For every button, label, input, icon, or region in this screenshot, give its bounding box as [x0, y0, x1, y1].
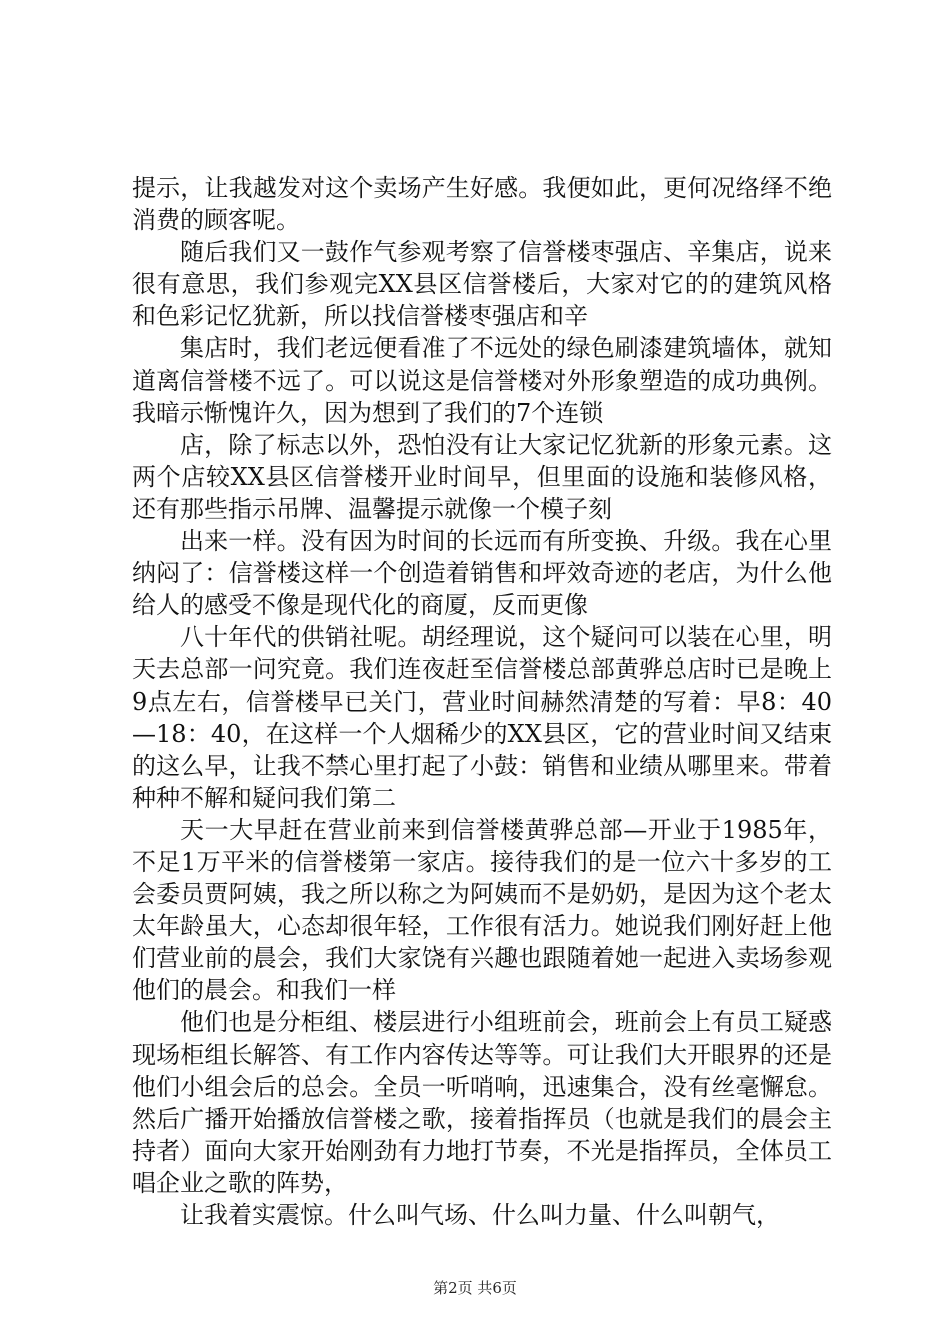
page-number-indicator: 第2页 共6页 — [433, 1279, 517, 1297]
paragraph-1: 提示，让我越发对这个卖场产生好感。我便如此，更何况络绎不绝消费的顾客呢。 — [132, 174, 832, 235]
paragraph-8: 他们也是分柜组、楼层进行小组班前会，班前会上有员工疑惑现场柜组长解答、有工作内容传达等等。可让我们大开眼界的还是他们小组会后的总会。全员一听哨响，迅速集合，没有丝毫懈怠。然后广播开始播放信誉楼之歌，接着指挥员（也就是我们的晨会主持者）面向大家开始刚劲有力地打节奏，不光是指挥员，全体员工唱企业之歌的阵势， — [132, 1008, 832, 1197]
document-body — [132, 172, 832, 1231]
paragraph-7: 天一大早赶在营业前来到信誉楼黄骅总部—开业于1985年，不足1万平米的信誉楼第一家店。接待我们的是一位六十多岁的工会委员贾阿姨，我之所以称之为阿姨而不是奶奶，是因为这个老太太年龄虽大，心态却很年轻，工作很有活力。她说我们刚好赶上他们营业前的晨会，我们大家饶有兴趣也跟随着她一起进入卖场参观他们的晨会。和我们一样 — [132, 815, 832, 1005]
paragraph-6: 八十年代的供销社呢。胡经理说，这个疑问可以装在心里，明天去总部一问究竟。我们连夜赶至信誉楼总部黄骅总店时已是晚上9点左右，信誉楼早已关门，营业时间赫然清楚的写着：早8：40—18：40，在这样一个人烟稀少的XX县区，它的营业时间又结束的这么早，让我不禁心里打起了小鼓：销售和业绩从哪里来。带着种种不解和疑问我们第二 — [132, 623, 832, 812]
paragraph-2: 随后我们又一鼓作气参观考察了信誉楼枣强店、辛集店，说来很有意思，我们参观完XX县区信誉楼后，大家对它的的建筑风格和色彩记忆犹新，所以找信誉楼枣强店和辛 — [132, 238, 832, 331]
paragraph-5: 出来一样。没有因为时间的长远而有所变换、升级。我在心里纳闷了：信誉楼这样一个创造着销售和坪效奇迹的老店，为什么他给人的感受不像是现代化的商厦，反而更像 — [132, 527, 832, 620]
paragraph-9: 让我着实震惊。什么叫气场、什么叫力量、什么叫朝气， — [180, 1201, 780, 1229]
paragraph-4: 店，除了标志以外，恐怕没有让大家记忆犹新的形象元素。这两个店较XX县区信誉楼开业时间早，但里面的设施和装修风格，还有那些指示吊牌、温馨提示就像一个模子刻 — [132, 430, 832, 523]
paragraph-3: 集店时，我们老远便看准了不远处的绿色刷漆建筑墙体，就知道离信誉楼不远了。可以说这是信誉楼对外形象塑造的成功典例。我暗示惭愧许久，因为想到了我们的7个连锁 — [132, 334, 832, 427]
page-footer — [0, 1278, 950, 1298]
